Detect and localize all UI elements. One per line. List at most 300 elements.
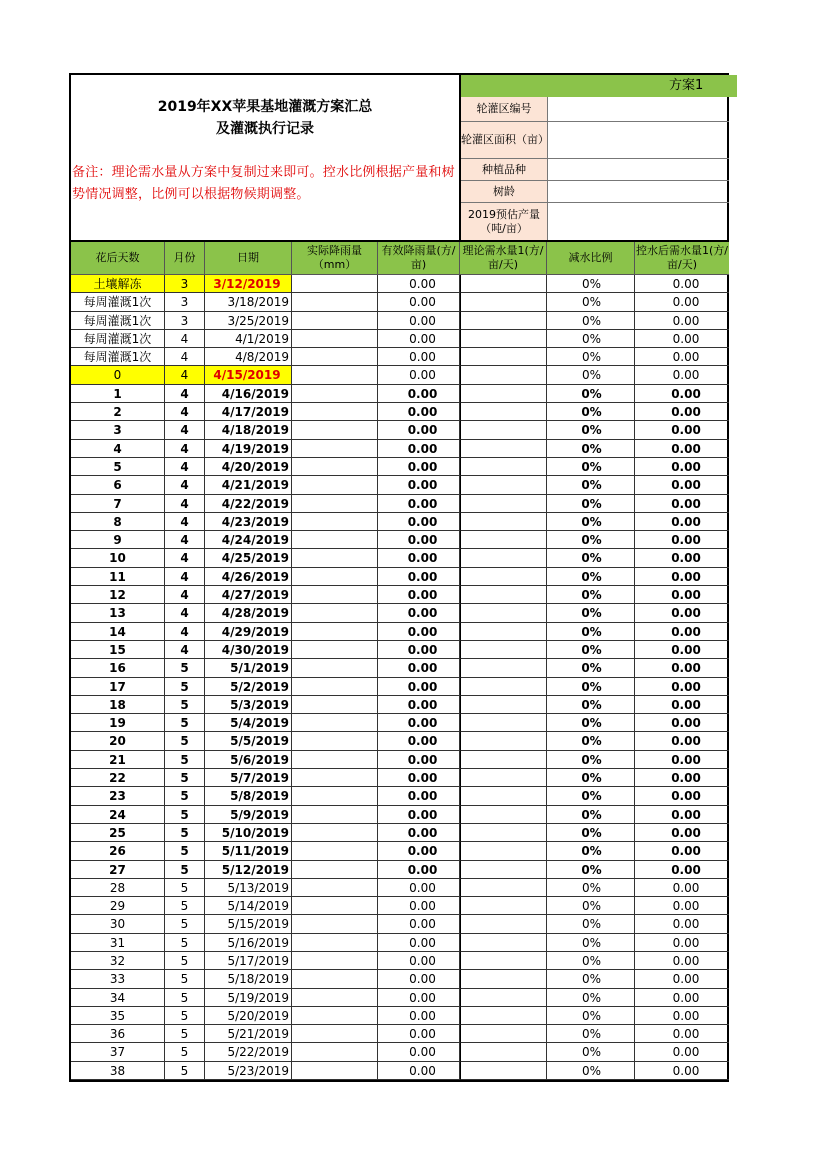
cell-date: 4/15/2019	[205, 366, 292, 384]
cell-days: 25	[71, 824, 165, 842]
cell-days: 7	[71, 495, 165, 513]
cell-rainfall[interactable]	[292, 549, 378, 567]
cell-reduce-ratio[interactable]: 0%	[547, 952, 635, 970]
table-row	[71, 623, 729, 641]
cell-rainfall[interactable]	[292, 385, 378, 403]
cell-days: 16	[71, 659, 165, 677]
table-row	[71, 751, 729, 769]
cell-days: 15	[71, 641, 165, 659]
cell-days: 5	[71, 458, 165, 476]
plan-header	[461, 75, 737, 97]
cell-reduce-ratio[interactable]: 0%	[547, 678, 635, 696]
cell-month: 4	[165, 385, 205, 403]
info-value-zone-id[interactable]	[548, 97, 729, 122]
cell-month: 3	[165, 275, 205, 293]
cell-days: 3	[71, 421, 165, 439]
cell-reduce-ratio[interactable]: 0%	[547, 531, 635, 549]
plan-label: 方案1	[669, 78, 704, 93]
cell-controlled-water: 0.00	[635, 989, 729, 1007]
info-label-tree-age: 树龄	[461, 181, 548, 203]
cell-rainfall[interactable]	[292, 330, 378, 348]
cell-reduce-ratio[interactable]: 0%	[547, 275, 635, 293]
cell-rainfall[interactable]	[292, 952, 378, 970]
cell-reduce-ratio[interactable]: 0%	[547, 1062, 635, 1080]
cell-month: 5	[165, 934, 205, 952]
cell-date: 5/19/2019	[205, 989, 292, 1007]
cell-rainfall[interactable]	[292, 293, 378, 311]
cell-theory-water[interactable]	[460, 732, 547, 750]
cell-rainfall[interactable]	[292, 476, 378, 494]
cell-date: 4/21/2019	[205, 476, 292, 494]
cell-reduce-ratio[interactable]: 0%	[547, 732, 635, 750]
table-row	[71, 476, 729, 494]
cell-reduce-ratio[interactable]: 0%	[547, 641, 635, 659]
cell-month: 5	[165, 970, 205, 988]
cell-date: 4/16/2019	[205, 385, 292, 403]
cell-reduce-ratio[interactable]: 0%	[547, 421, 635, 439]
cell-theory-water[interactable]	[460, 659, 547, 677]
cell-days: 2	[71, 403, 165, 421]
cell-effective-rain: 0.00	[378, 751, 460, 769]
cell-controlled-water: 0.00	[635, 1062, 729, 1080]
cell-reduce-ratio[interactable]: 0%	[547, 861, 635, 879]
cell-controlled-water: 0.00	[635, 513, 729, 531]
cell-rainfall[interactable]	[292, 751, 378, 769]
cell-controlled-water: 0.00	[635, 915, 729, 933]
cell-reduce-ratio[interactable]: 0%	[547, 696, 635, 714]
cell-reduce-ratio[interactable]: 0%	[547, 879, 635, 897]
cell-theory-water[interactable]	[460, 678, 547, 696]
title-line-2: 及灌溉执行记录	[216, 121, 314, 137]
table-row	[71, 312, 729, 330]
cell-theory-water[interactable]	[460, 293, 547, 311]
cell-days: 10	[71, 549, 165, 567]
cell-theory-water[interactable]	[460, 934, 547, 952]
cell-rainfall[interactable]	[292, 934, 378, 952]
cell-controlled-water: 0.00	[635, 659, 729, 677]
info-label-yield: 2019预估产量（吨/亩）	[461, 203, 548, 240]
cell-theory-water[interactable]	[460, 1025, 547, 1043]
cell-reduce-ratio[interactable]: 0%	[547, 440, 635, 458]
cell-reduce-ratio[interactable]: 0%	[547, 330, 635, 348]
cell-theory-water[interactable]	[460, 915, 547, 933]
cell-theory-water[interactable]	[460, 531, 547, 549]
cell-rainfall[interactable]	[292, 1043, 378, 1061]
info-label-zone-id: 轮灌区编号	[461, 97, 548, 122]
cell-date: 5/12/2019	[205, 861, 292, 879]
cell-reduce-ratio[interactable]: 0%	[547, 623, 635, 641]
cell-theory-water[interactable]	[460, 604, 547, 622]
cell-controlled-water: 0.00	[635, 842, 729, 860]
cell-controlled-water: 0.00	[635, 348, 729, 366]
cell-controlled-water: 0.00	[635, 275, 729, 293]
cell-theory-water[interactable]	[460, 751, 547, 769]
cell-theory-water[interactable]	[460, 513, 547, 531]
cell-month: 5	[165, 751, 205, 769]
cell-rainfall[interactable]	[292, 696, 378, 714]
cell-rainfall[interactable]	[292, 458, 378, 476]
cell-controlled-water: 0.00	[635, 495, 729, 513]
cell-controlled-water: 0.00	[635, 586, 729, 604]
table-row	[71, 403, 729, 421]
cell-reduce-ratio[interactable]: 0%	[547, 312, 635, 330]
cell-reduce-ratio[interactable]: 0%	[547, 934, 635, 952]
cell-effective-rain: 0.00	[378, 293, 460, 311]
cell-reduce-ratio[interactable]: 0%	[547, 787, 635, 805]
table-row	[71, 549, 729, 567]
cell-theory-water[interactable]	[460, 842, 547, 860]
cell-days: 17	[71, 678, 165, 696]
cell-effective-rain: 0.00	[378, 604, 460, 622]
cell-date: 5/8/2019	[205, 787, 292, 805]
info-label-variety: 种植品种	[461, 159, 548, 181]
cell-controlled-water: 0.00	[635, 293, 729, 311]
cell-theory-water[interactable]	[460, 366, 547, 384]
cell-effective-rain: 0.00	[378, 330, 460, 348]
cell-rainfall[interactable]	[292, 842, 378, 860]
cell-date: 4/8/2019	[205, 348, 292, 366]
table-row	[71, 824, 729, 842]
cell-days: 32	[71, 952, 165, 970]
info-value-zone-area[interactable]	[548, 122, 729, 159]
cell-reduce-ratio[interactable]: 0%	[547, 604, 635, 622]
cell-effective-rain: 0.00	[378, 1025, 460, 1043]
cell-days: 18	[71, 696, 165, 714]
cell-theory-water[interactable]	[460, 312, 547, 330]
cell-date: 5/13/2019	[205, 879, 292, 897]
cell-date: 4/18/2019	[205, 421, 292, 439]
cell-rainfall[interactable]	[292, 604, 378, 622]
cell-controlled-water: 0.00	[635, 952, 729, 970]
cell-month: 5	[165, 714, 205, 732]
cell-rainfall[interactable]	[292, 641, 378, 659]
cell-month: 5	[165, 1025, 205, 1043]
cell-controlled-water: 0.00	[635, 824, 729, 842]
cell-controlled-water: 0.00	[635, 440, 729, 458]
cell-controlled-water: 0.00	[635, 861, 729, 879]
table-row	[71, 366, 729, 384]
cell-reduce-ratio[interactable]: 0%	[547, 1007, 635, 1025]
cell-month: 5	[165, 915, 205, 933]
cell-reduce-ratio[interactable]: 0%	[547, 568, 635, 586]
cell-month: 4	[165, 476, 205, 494]
cell-reduce-ratio[interactable]: 0%	[547, 806, 635, 824]
cell-rainfall[interactable]	[292, 403, 378, 421]
cell-effective-rain: 0.00	[378, 879, 460, 897]
cell-rainfall[interactable]	[292, 769, 378, 787]
cell-effective-rain: 0.00	[378, 568, 460, 586]
table-row	[71, 787, 729, 805]
cell-month: 4	[165, 330, 205, 348]
cell-effective-rain: 0.00	[378, 385, 460, 403]
cell-reduce-ratio[interactable]: 0%	[547, 348, 635, 366]
cell-days: 29	[71, 897, 165, 915]
cell-controlled-water: 0.00	[635, 678, 729, 696]
cell-controlled-water: 0.00	[635, 1007, 729, 1025]
cell-reduce-ratio[interactable]: 0%	[547, 385, 635, 403]
table-row	[71, 458, 729, 476]
cell-theory-water[interactable]	[460, 586, 547, 604]
cell-rainfall[interactable]	[292, 312, 378, 330]
cell-rainfall[interactable]	[292, 714, 378, 732]
col-header-theory-water: 理论需水量1(方/亩/天)	[460, 242, 547, 275]
cell-rainfall[interactable]	[292, 989, 378, 1007]
cell-rainfall[interactable]	[292, 915, 378, 933]
cell-effective-rain: 0.00	[378, 989, 460, 1007]
cell-reduce-ratio[interactable]: 0%	[547, 458, 635, 476]
cell-effective-rain: 0.00	[378, 440, 460, 458]
cell-date: 4/1/2019	[205, 330, 292, 348]
table-row	[71, 568, 729, 586]
cell-reduce-ratio[interactable]: 0%	[547, 769, 635, 787]
cell-effective-rain: 0.00	[378, 641, 460, 659]
table-row	[71, 714, 729, 732]
cell-theory-water[interactable]	[460, 348, 547, 366]
cell-reduce-ratio[interactable]: 0%	[547, 549, 635, 567]
cell-reduce-ratio[interactable]: 0%	[547, 1025, 635, 1043]
cell-theory-water[interactable]	[460, 421, 547, 439]
cell-theory-water[interactable]	[460, 714, 547, 732]
cell-days: 31	[71, 934, 165, 952]
cell-month: 5	[165, 842, 205, 860]
cell-reduce-ratio[interactable]: 0%	[547, 714, 635, 732]
cell-theory-water[interactable]	[460, 989, 547, 1007]
info-value-yield[interactable]	[548, 203, 729, 240]
cell-theory-water[interactable]	[460, 879, 547, 897]
cell-reduce-ratio[interactable]: 0%	[547, 403, 635, 421]
cell-rainfall[interactable]	[292, 879, 378, 897]
cell-days: 30	[71, 915, 165, 933]
cell-controlled-water: 0.00	[635, 970, 729, 988]
cell-effective-rain: 0.00	[378, 348, 460, 366]
cell-date: 4/28/2019	[205, 604, 292, 622]
table-row	[71, 989, 729, 1007]
cell-date: 5/10/2019	[205, 824, 292, 842]
cell-theory-water[interactable]	[460, 897, 547, 915]
cell-theory-water[interactable]	[460, 440, 547, 458]
cell-effective-rain: 0.00	[378, 421, 460, 439]
cell-reduce-ratio[interactable]: 0%	[547, 915, 635, 933]
table-row	[71, 531, 729, 549]
cell-effective-rain: 0.00	[378, 659, 460, 677]
cell-date: 4/24/2019	[205, 531, 292, 549]
cell-month: 4	[165, 421, 205, 439]
cell-reduce-ratio[interactable]: 0%	[547, 842, 635, 860]
cell-date: 4/17/2019	[205, 403, 292, 421]
cell-days: 13	[71, 604, 165, 622]
cell-controlled-water: 0.00	[635, 714, 729, 732]
table-row	[71, 275, 729, 293]
cell-month: 4	[165, 586, 205, 604]
cell-effective-rain: 0.00	[378, 714, 460, 732]
cell-date: 5/4/2019	[205, 714, 292, 732]
cell-controlled-water: 0.00	[635, 330, 729, 348]
cell-rainfall[interactable]	[292, 623, 378, 641]
col-header-days: 花后天数	[71, 242, 165, 275]
cell-reduce-ratio[interactable]: 0%	[547, 970, 635, 988]
cell-reduce-ratio[interactable]: 0%	[547, 366, 635, 384]
cell-controlled-water: 0.00	[635, 806, 729, 824]
cell-controlled-water: 0.00	[635, 458, 729, 476]
cell-month: 5	[165, 1062, 205, 1080]
cell-date: 4/25/2019	[205, 549, 292, 567]
cell-effective-rain: 0.00	[378, 952, 460, 970]
cell-controlled-water: 0.00	[635, 1043, 729, 1061]
cell-theory-water[interactable]	[460, 1007, 547, 1025]
cell-controlled-water: 0.00	[635, 531, 729, 549]
cell-reduce-ratio[interactable]: 0%	[547, 897, 635, 915]
cell-theory-water[interactable]	[460, 641, 547, 659]
cell-rainfall[interactable]	[292, 348, 378, 366]
table-row	[71, 1062, 729, 1080]
cell-rainfall[interactable]	[292, 897, 378, 915]
cell-reduce-ratio[interactable]: 0%	[547, 586, 635, 604]
cell-theory-water[interactable]	[460, 769, 547, 787]
cell-date: 5/1/2019	[205, 659, 292, 677]
cell-theory-water[interactable]	[460, 568, 547, 586]
cell-days: 38	[71, 1062, 165, 1080]
cell-rainfall[interactable]	[292, 806, 378, 824]
cell-rainfall[interactable]	[292, 1007, 378, 1025]
cell-days: 20	[71, 732, 165, 750]
cell-rainfall[interactable]	[292, 861, 378, 879]
cell-theory-water[interactable]	[460, 861, 547, 879]
cell-theory-water[interactable]	[460, 1062, 547, 1080]
cell-date: 5/21/2019	[205, 1025, 292, 1043]
cell-date: 5/7/2019	[205, 769, 292, 787]
cell-date: 4/26/2019	[205, 568, 292, 586]
cell-controlled-water: 0.00	[635, 312, 729, 330]
cell-controlled-water: 0.00	[635, 897, 729, 915]
cell-theory-water[interactable]	[460, 952, 547, 970]
cell-controlled-water: 0.00	[635, 476, 729, 494]
cell-reduce-ratio[interactable]: 0%	[547, 751, 635, 769]
cell-reduce-ratio[interactable]: 0%	[547, 476, 635, 494]
cell-reduce-ratio[interactable]: 0%	[547, 659, 635, 677]
cell-date: 3/12/2019	[205, 275, 292, 293]
cell-effective-rain: 0.00	[378, 696, 460, 714]
table-row	[71, 1025, 729, 1043]
cell-controlled-water: 0.00	[635, 604, 729, 622]
cell-controlled-water: 0.00	[635, 568, 729, 586]
cell-reduce-ratio[interactable]: 0%	[547, 989, 635, 1007]
col-header-date: 日期	[205, 242, 292, 275]
cell-date: 5/23/2019	[205, 1062, 292, 1080]
table-row	[71, 879, 729, 897]
cell-theory-water[interactable]	[460, 1043, 547, 1061]
col-header-controlled-water: 控水后需水量1(方/亩/天)	[635, 242, 729, 275]
cell-month: 4	[165, 549, 205, 567]
cell-theory-water[interactable]	[460, 385, 547, 403]
cell-month: 5	[165, 678, 205, 696]
cell-rainfall[interactable]	[292, 1025, 378, 1043]
cell-effective-rain: 0.00	[378, 366, 460, 384]
cell-reduce-ratio[interactable]: 0%	[547, 495, 635, 513]
cell-month: 4	[165, 403, 205, 421]
note-text: 备注：理论需水量从方案中复制过来即可。控水比例根据产量和树势情况调整，比例可以根据物候期调整。	[72, 165, 455, 202]
cell-effective-rain: 0.00	[378, 732, 460, 750]
cell-month: 5	[165, 952, 205, 970]
cell-rainfall[interactable]	[292, 495, 378, 513]
cell-theory-water[interactable]	[460, 623, 547, 641]
cell-theory-water[interactable]	[460, 696, 547, 714]
cell-theory-water[interactable]	[460, 275, 547, 293]
cell-effective-rain: 0.00	[378, 275, 460, 293]
cell-rainfall[interactable]	[292, 440, 378, 458]
table-row	[71, 604, 729, 622]
cell-theory-water[interactable]	[460, 549, 547, 567]
cell-rainfall[interactable]	[292, 568, 378, 586]
cell-theory-water[interactable]	[460, 970, 547, 988]
cell-rainfall[interactable]	[292, 421, 378, 439]
cell-controlled-water: 0.00	[635, 787, 729, 805]
cell-days: 14	[71, 623, 165, 641]
cell-days: 每周灌溉1次	[71, 330, 165, 348]
cell-date: 4/19/2019	[205, 440, 292, 458]
cell-theory-water[interactable]	[460, 495, 547, 513]
cell-reduce-ratio[interactable]: 0%	[547, 293, 635, 311]
cell-theory-water[interactable]	[460, 476, 547, 494]
cell-theory-water[interactable]	[460, 787, 547, 805]
table-row	[71, 952, 729, 970]
cell-reduce-ratio[interactable]: 0%	[547, 513, 635, 531]
cell-date: 5/5/2019	[205, 732, 292, 750]
cell-rainfall[interactable]	[292, 970, 378, 988]
table-row	[71, 1043, 729, 1061]
cell-theory-water[interactable]	[460, 806, 547, 824]
cell-month: 5	[165, 879, 205, 897]
record-table-body	[71, 275, 729, 1080]
cell-rainfall[interactable]	[292, 366, 378, 384]
cell-theory-water[interactable]	[460, 330, 547, 348]
cell-theory-water[interactable]	[460, 824, 547, 842]
info-value-tree-age[interactable]	[548, 181, 729, 203]
info-value-variety[interactable]	[548, 159, 729, 181]
cell-rainfall[interactable]	[292, 513, 378, 531]
cell-theory-water[interactable]	[460, 458, 547, 476]
cell-rainfall[interactable]	[292, 586, 378, 604]
cell-reduce-ratio[interactable]: 0%	[547, 1043, 635, 1061]
cell-theory-water[interactable]	[460, 403, 547, 421]
cell-rainfall[interactable]	[292, 1062, 378, 1080]
cell-days: 33	[71, 970, 165, 988]
cell-controlled-water: 0.00	[635, 696, 729, 714]
cell-controlled-water: 0.00	[635, 403, 729, 421]
table-row	[71, 421, 729, 439]
cell-reduce-ratio[interactable]: 0%	[547, 824, 635, 842]
cell-days: 土壤解冻	[71, 275, 165, 293]
cell-controlled-water: 0.00	[635, 732, 729, 750]
cell-rainfall[interactable]	[292, 678, 378, 696]
cell-days: 24	[71, 806, 165, 824]
cell-rainfall[interactable]	[292, 275, 378, 293]
cell-month: 4	[165, 513, 205, 531]
table-row	[71, 806, 729, 824]
cell-days: 每周灌溉1次	[71, 312, 165, 330]
cell-days: 35	[71, 1007, 165, 1025]
cell-rainfall[interactable]	[292, 787, 378, 805]
cell-rainfall[interactable]	[292, 732, 378, 750]
cell-rainfall[interactable]	[292, 824, 378, 842]
cell-effective-rain: 0.00	[378, 312, 460, 330]
cell-effective-rain: 0.00	[378, 806, 460, 824]
cell-rainfall[interactable]	[292, 531, 378, 549]
cell-controlled-water: 0.00	[635, 421, 729, 439]
cell-effective-rain: 0.00	[378, 1007, 460, 1025]
cell-days: 11	[71, 568, 165, 586]
cell-rainfall[interactable]	[292, 659, 378, 677]
cell-effective-rain: 0.00	[378, 678, 460, 696]
